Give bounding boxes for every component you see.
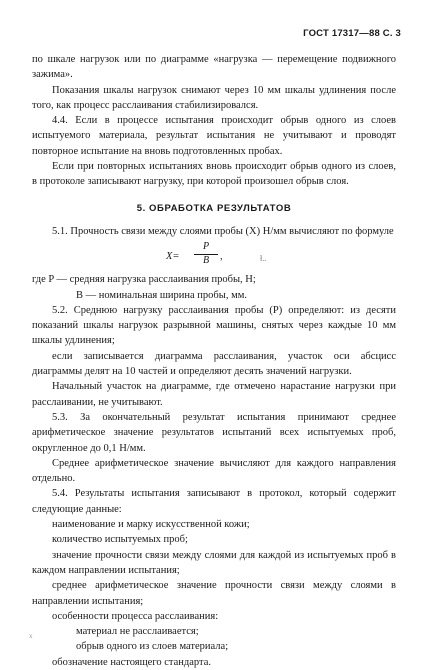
paragraph-5-3: 5.3. За окончательный результат испытания принимают среднее арифметическое значение результатов испытаний всех испытуемых проб, округленное до 0,1 Н/мм. <box>32 411 396 454</box>
stray-mark: ł.. <box>260 254 267 264</box>
paragraph: Если при повторных испытаниях вновь происходит обрыв одного из слоев, в протоколе записывают нагрузку, при которой произошел обрыв слоя. <box>32 161 396 188</box>
list-item: особенности процесса расслаивания: <box>52 610 219 622</box>
paragraph: по шкале нагрузок или по диаграмме «нагрузка — перемещение подвижного зажима». <box>32 54 396 81</box>
scan-mark: x <box>29 632 33 640</box>
formula-fraction <box>194 241 218 267</box>
paragraph: Среднее арифметическое значение вычисляют для каждого направления отдельно. <box>32 457 396 485</box>
formula-lhs: X= <box>166 251 180 263</box>
paragraph-5-2: 5.2. Среднюю нагрузку расслаивания пробы (P) определяют: из десяти показаний шкалы нагрузок разрывной машины, снятых через каждые 10 мм шкалы удлинения; <box>32 304 396 347</box>
paragraph: если записывается диаграмма расслаивания, участок оси абсцисс диаграммы делят на 10 частей и определяют десять значений нагрузки. <box>32 350 396 378</box>
definition-p: где P — средняя нагрузка расслаивания пробы, Н; <box>32 274 256 286</box>
formula <box>32 241 396 269</box>
formula-denominator: B <box>202 255 210 267</box>
list-item: количество испытуемых проб; <box>52 534 188 546</box>
sub-list-item: обрыв одного из слоев материала; <box>76 641 229 653</box>
sub-list-item: материал не расслаивается; <box>76 626 199 638</box>
formula-comma: , <box>220 251 223 263</box>
paragraph-5-1: 5.1. Прочность связи между слоями пробы (X) Н/мм вычисляют по формуле <box>52 225 394 237</box>
list-item: обозначение настоящего стандарта. <box>52 656 212 668</box>
section-heading: 5. ОБРАБОТКА РЕЗУЛЬТАТОВ <box>136 202 292 214</box>
list-item: наименование и марку искусственной кожи; <box>52 519 250 531</box>
paragraph: Показания шкалы нагрузок снимают через 10 мм шкалы удлинения после того, как процесс расслаивания стабилизировался. <box>32 84 396 111</box>
page-header: ГОСТ 17317—88 С. 3 <box>303 28 401 39</box>
paragraph-5-4: 5.4. Результаты испытания записывают в протокол, который содержит следующие данные: <box>32 488 396 515</box>
list-item: среднее арифметическое значение прочности связи между слоями в направлении испытания; <box>32 580 396 607</box>
definition-b: B — номинальная ширина пробы, мм. <box>76 289 247 301</box>
paragraph-4-4: 4.4. Если в процессе испытания происходит обрыв одного из слоев испытуемого материала, результат испытания не учитывают и проводят повторное испытание на вновь подготовленных пробах. <box>32 115 396 157</box>
document-body <box>32 52 396 670</box>
formula-numerator: P <box>194 241 218 255</box>
list-item: значение прочности связи между слоями для каждой из испытуемых проб в каждом направлении испытания; <box>32 549 396 576</box>
paragraph: Начальный участок на диаграмме, где отмечено нарастание нагрузки при расслаивании, не учитывают. <box>32 381 396 408</box>
